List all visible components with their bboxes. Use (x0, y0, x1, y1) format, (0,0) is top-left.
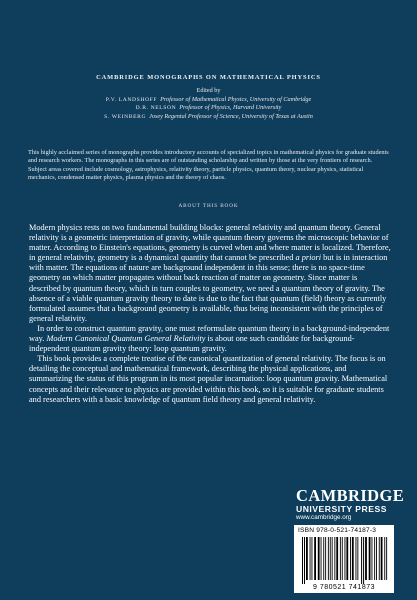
barcode-bar (356, 537, 357, 580)
editor-name: S. WEINBERG (104, 113, 147, 120)
barcode-bar (334, 537, 335, 580)
barcode-bar (376, 537, 377, 580)
barcode-bars (300, 537, 388, 584)
editor-nelson (0, 104, 417, 112)
barcode-bar (332, 537, 333, 580)
paragraph-3: This book provides a complete treatise of the canonical quantization of general relativity. The focus is on detailing the conceptual and mathematical framework, describing the physical applications, and summarizing the status of this program in its most popular incarnation: loop quantum gravity. Mathematical concepts and their relevance to physics are provided within this book, so it is suitable for graduate students and researchers with a basic knowledge of quantum field theory and general relativity. (29, 354, 390, 404)
barcode-bar (325, 537, 326, 580)
book-description (29, 223, 391, 405)
barcode-bar (318, 537, 320, 580)
barcode-bar (386, 537, 387, 580)
barcode-bar (384, 537, 385, 580)
barcode-bar (369, 537, 371, 580)
barcode-bar (321, 537, 322, 580)
barcode-bar (306, 537, 308, 580)
publisher-logo (296, 488, 406, 522)
series-title: CAMBRIDGE MONOGRAPHS ON MATHEMATICAL PHYSICS (96, 74, 321, 81)
barcode-bar (345, 537, 346, 580)
barcode-bar (336, 537, 338, 580)
barcode-bar (330, 537, 331, 580)
barcode (294, 525, 394, 593)
barcode-bar (328, 537, 329, 580)
barcode-bar (314, 537, 316, 580)
barcode-bar (352, 537, 354, 580)
barcode-bar (365, 537, 367, 580)
barcode-bar (323, 537, 324, 580)
barcode-bar (357, 537, 358, 580)
barcode-bar (312, 537, 313, 580)
publisher-url: www.cambridge.org (296, 514, 352, 521)
editor-name: P.V. LANDSHOFF (105, 97, 158, 103)
editor-affiliation: Josey Regental Professor of Science, University of Texas at Austin (149, 112, 313, 120)
publisher-subtitle: UNIVERSITY PRESS (296, 504, 387, 514)
barcode-bar (361, 537, 362, 584)
editor-name: D.R. NELSON (135, 105, 177, 112)
barcode-bar (310, 537, 311, 580)
barcode-digits: 9 780521 741873 (313, 584, 375, 591)
edited-by-label: Edited by (196, 87, 221, 94)
barcode-bar (363, 537, 364, 584)
publisher-name: CAMBRIDGE (296, 486, 405, 505)
editor-weinberg (0, 113, 417, 121)
paragraph-2: In order to construct quantum gravity, one must reformulate quantum theory in a background-independent way. Modern Canonical Quantum General Relativity is about one such candidate for background-independent quantum gravity theory: loop quantum gravity. (29, 323, 392, 354)
barcode-bar (350, 537, 351, 580)
barcode-bar (372, 537, 373, 580)
barcode-bar (304, 537, 305, 584)
barcode-bar (342, 537, 343, 580)
barcode-bar (302, 537, 303, 584)
editor-affiliation: Professor of Mathematical Physics, University of Cambridge (160, 96, 312, 103)
editor-landshoff (0, 96, 417, 104)
barcode-bar (379, 537, 380, 580)
editor-affiliation: Professor of Physics, Harvard University (179, 104, 282, 112)
series-description: This highly acclaimed series of monographs provides introductory accounts of specialized topics in mathematical physics for graduate students and research workers. The monographs in this series are of outstanding scholarship and written by those at the very frontiers of research. Subject areas covered include cosmology, astrophysics, relativity theory, particle physics, quantum theory, nuclear physics, statistical mechanics, condensed matter physics, plasma physics and the theory of chaos. (28, 149, 389, 182)
editors-list (0, 96, 417, 121)
isbn-label: ISBN 978-0-521-74187-3 (298, 527, 377, 534)
barcode-bar (340, 537, 341, 580)
barcode-bar (346, 537, 348, 580)
about-heading: ABOUT THIS BOOK (178, 203, 239, 209)
series-header (0, 74, 417, 121)
barcode-bar (381, 537, 383, 580)
barcode-bar (374, 537, 375, 580)
paragraph-1: Modern physics rests on two fundamental building blocks: general relativity and quantum theory. General relativity is a geometric interpretation of gravity, while quantum theory governs the microscopic behavior of matter. According to Einstein's equations, geometry is curved when and where matter is localized. Therefore, in general relativity, geometry is a dynamical quantity that cannot be prescribed a priori but is in interaction with matter. The equations of nature are background independent in this sense; there is no space-time geometry on which matter propagates without back reaction of matter on geometry. Since matter is described by quantum theory, which in turn couples to geometry, we need a quantum theory of gravity. The absence of a viable quantum gravity theory to date is due to the fact that quantum (field) theory as currently formulated assumes that a background geometry is available, thus being inconsistent with the principles of general relativity. (29, 223, 391, 323)
